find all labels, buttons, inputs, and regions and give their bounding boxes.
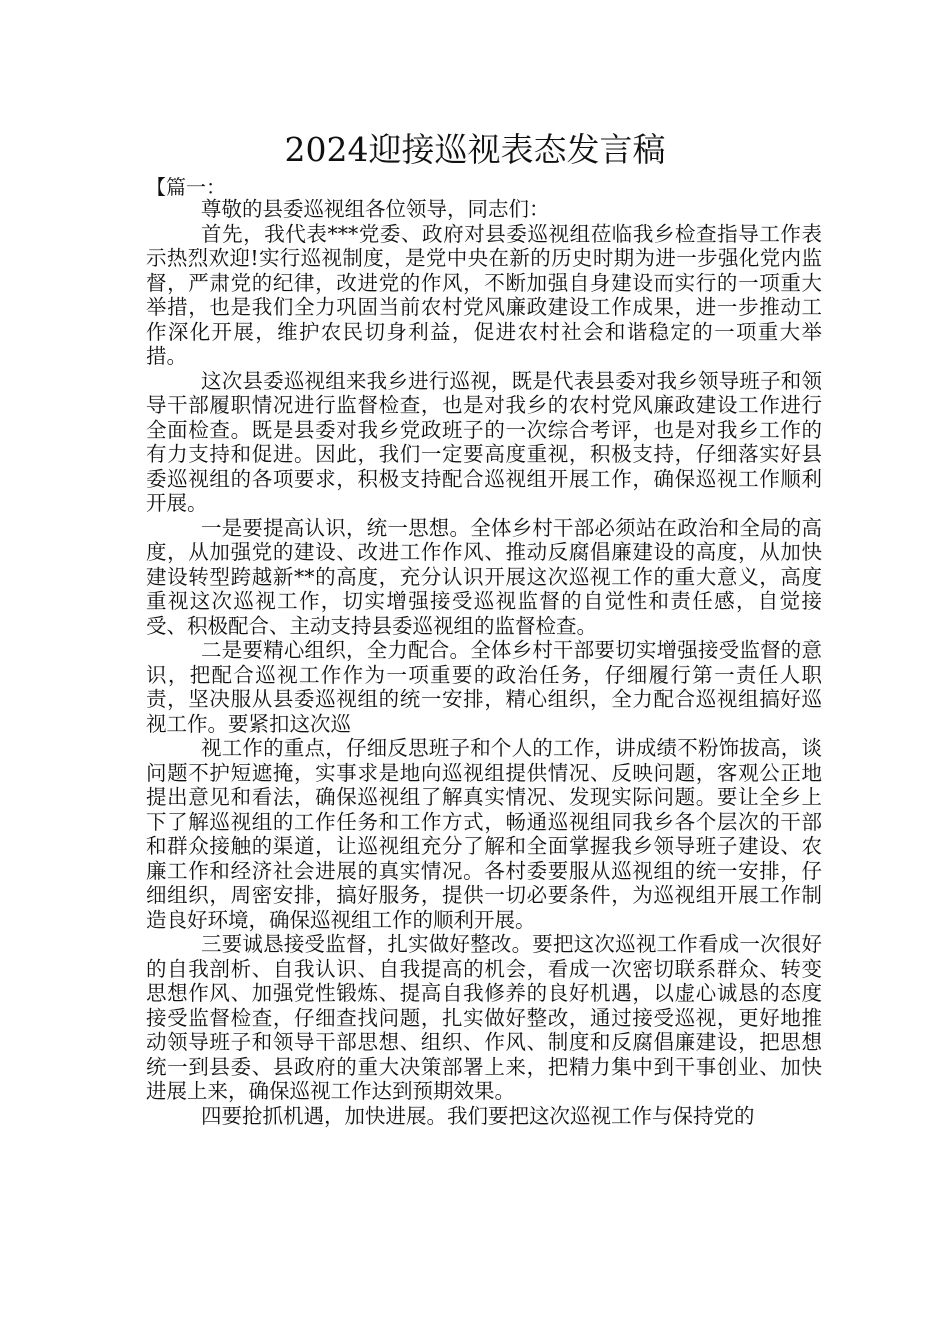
paragraph-salutation: 尊敬的县委巡视组各位领导，同志们： (201, 197, 550, 221)
paragraph-point-three: 三要诚恳接受监督，扎实做好整改。要把这次巡视工作看成一次很好的自我剖析、自我认识、自我提高的机会，看成一次密切联系群众、转变思想作风、加强党性锻炼、提高自我修养的良好机遇，以虚心诚恳的态度接受监督检查，仔细查找问题，扎实做好整改，通过接受巡视，更好地推动领导班子和领导干部思想、组织、作风、制度和反腐倡廉建设，把思想统一到县委、县政府的重大决策部署上来，把精力集中到干事创业、加快进展上来，确保巡视工作达到预期效果。 (146, 932, 822, 1103)
document-body (146, 197, 822, 1128)
paragraph-point-one: 一是要提高认识，统一思想。全体乡村干部必须站在政治和全局的高度，从加强党的建设、改进工作作风、推动反腐倡廉建设的高度，从加快建设转型跨越新**的高度，充分认识开展这次巡视工作的重大意义，高度重视这次巡视工作，切实增强接受巡视监督的自觉性和责任感，自觉接受、积极配合、主动支持县委巡视组的监督检查。 (146, 515, 822, 638)
paragraph-point-two: 二是要精心组织，全力配合。全体乡村干部要切实增强接受监督的意识，把配合巡视工作作为一项重要的政治任务，仔细履行第一责任人职责，坚决服从县委巡视组的统一安排，精心组织，全力配合巡视组搞好巡视工作。要紧扣这次巡 (146, 638, 822, 736)
paragraph-point-four: 四要抢抓机遇，加快进展。我们要把这次巡视工作与保持党的 (201, 1103, 755, 1128)
paragraph-inspection-purpose: 这次县委巡视组来我乡进行巡视，既是代表县委对我乡领导班子和领导干部履职情况进行监督检查，也是对我乡的农村党风廉政建设工作进行全面检查。既是县委对我乡党政班子的一次综合考评，也是对我乡工作的有力支持和促进。因此，我们一定要高度重视，积极支持，仔细落实好县委巡视组的各项要求，积极支持配合巡视组开展工作，确保巡视工作顺利开展。 (146, 368, 822, 515)
paragraph-point-two-continued: 视工作的重点，仔细反思班子和个人的工作，讲成绩不粉饰拔高，谈问题不护短遮掩，实事求是地向巡视组提供情况、反映问题，客观公正地提出意见和看法，确保巡视组了解真实情况、发现实际问题。要让全乡上下了解巡视组的工作任务和工作方式，畅通巡视组同我乡各个层次的干部和群众接触的渠道，让巡视组充分了解和全面掌握我乡领导班子建设、农廉工作和经济社会进展的真实情况。各村委要服从巡视组的统一安排，仔细组织，周密安排，搞好服务，提供一切必要条件，为巡视组开展工作制造良好环境，确保巡视组工作的顺利开展。 (146, 736, 822, 932)
paragraph-welcome: 首先，我代表***党委、政府对县委巡视组莅临我乡检查指导工作表示热烈欢迎!实行巡视制度，是党中央在新的历史时期为进一步强化党内监督，严肃党的纪律，改进党的作风，不断加强自身建设而实行的一项重大举措，也是我们全力巩固当前农村党风廉政建设工作成果，进一步推动工作深化开展，维护农民切身利益，促进农村社会和谐稳定的一项重大举措。 (146, 221, 822, 368)
document-title: 2024迎接巡视表态发言稿 (284, 130, 666, 169)
section-label: 【篇一： (146, 175, 226, 199)
